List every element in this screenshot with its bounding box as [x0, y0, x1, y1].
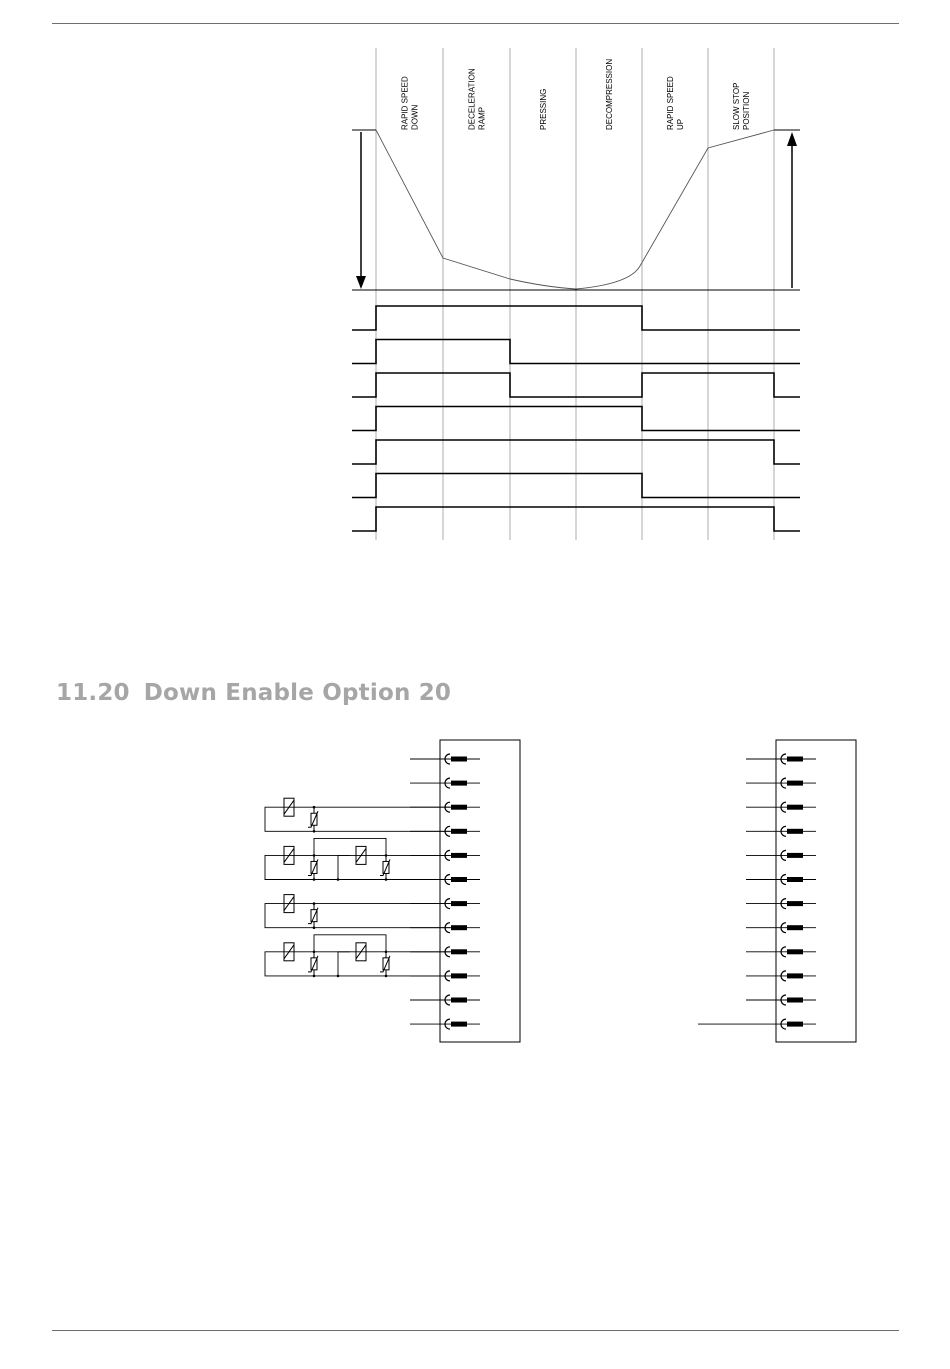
- junction-dot: [337, 878, 340, 881]
- junction-dot: [313, 902, 316, 905]
- pin-contact: [451, 998, 467, 1003]
- pin-contact: [787, 973, 803, 978]
- junction-dot: [385, 878, 388, 881]
- pin-contact: [787, 853, 803, 858]
- connector-pin: [746, 802, 816, 812]
- phase-label-line: PRESSING: [539, 88, 548, 130]
- connector-pin: [746, 778, 816, 788]
- pin-contact: [787, 757, 803, 762]
- connector-pin: [746, 923, 816, 933]
- circuit-wire: [338, 855, 350, 879]
- junction-dot: [313, 951, 316, 954]
- connector-pin: [746, 875, 816, 885]
- circuit-wire: [265, 952, 450, 976]
- pin-contact: [787, 829, 803, 834]
- junction-dot: [313, 854, 316, 857]
- valve-circuits: [265, 798, 450, 977]
- section-title-text: Down Enable Option 20: [143, 680, 452, 706]
- circuit-wire: [314, 935, 386, 952]
- junction-dot: [385, 975, 388, 978]
- pin-contact: [787, 805, 803, 810]
- left-connector-pins: [410, 754, 480, 1029]
- double-valve-circuit: [265, 838, 450, 880]
- pin-contact: [787, 877, 803, 882]
- pin-contact: [451, 1022, 467, 1027]
- circuit-wire: [265, 855, 450, 879]
- pin-contact: [451, 901, 467, 906]
- junction-dot: [313, 878, 316, 881]
- circuit-wire: [265, 904, 450, 928]
- pin-contact: [451, 853, 467, 858]
- junction-dot: [313, 926, 316, 929]
- connector-pin: [746, 850, 816, 860]
- section-number: 11.20: [56, 680, 130, 706]
- connector-pin: [746, 947, 816, 957]
- junction-dot: [385, 854, 388, 857]
- pin-contact: [451, 829, 467, 834]
- single-valve-circuit: [265, 895, 450, 929]
- connector-pin: [410, 778, 480, 788]
- junction-dot: [313, 975, 316, 978]
- pin-contact: [451, 973, 467, 978]
- junction-dot: [313, 830, 316, 833]
- pin-contact: [787, 901, 803, 906]
- connector-pin: [410, 995, 480, 1005]
- phase-label-line: UP: [676, 118, 685, 130]
- connector-pin: [698, 1019, 816, 1029]
- pin-contact: [451, 805, 467, 810]
- pin-contact: [787, 1022, 803, 1027]
- junction-dot: [313, 806, 316, 809]
- pin-contact: [451, 925, 467, 930]
- junction-dot: [337, 975, 340, 978]
- connector-pin: [746, 899, 816, 909]
- phase-label-line: RAPID SPEED: [666, 76, 675, 130]
- junction-dot: [385, 951, 388, 954]
- double-valve-circuit: [265, 935, 450, 977]
- pin-contact: [451, 781, 467, 786]
- pin-contact: [451, 949, 467, 954]
- phase-label-line: POSITION: [742, 91, 751, 130]
- pin-contact: [787, 781, 803, 786]
- phase-label-line: RAPID SPEED: [400, 76, 410, 130]
- pin-contact: [787, 925, 803, 930]
- connector-pin: [410, 754, 480, 764]
- connector-pin: [746, 971, 816, 981]
- phase-label-line: DECOMPRESSION: [605, 58, 614, 130]
- connector-pin: [746, 995, 816, 1005]
- circuit-wire: [338, 952, 350, 976]
- connector-pin: [410, 1019, 480, 1029]
- connector-pin: [746, 826, 816, 836]
- phase-label-line: DOWN: [410, 104, 420, 130]
- pin-contact: [787, 998, 803, 1003]
- phase-label-line: RAMP: [477, 106, 487, 130]
- pin-contact: [787, 949, 803, 954]
- circuit-wire: [314, 838, 386, 855]
- right-connector-pins: [698, 754, 816, 1029]
- pin-contact: [451, 877, 467, 882]
- phase-label-line: SLOW STOP: [732, 82, 741, 130]
- circuit-wire: [265, 807, 450, 831]
- single-valve-circuit: [265, 798, 450, 832]
- connector-pin: [746, 754, 816, 764]
- pin-contact: [451, 757, 467, 762]
- phase-label-line: DECELERATION: [467, 68, 477, 130]
